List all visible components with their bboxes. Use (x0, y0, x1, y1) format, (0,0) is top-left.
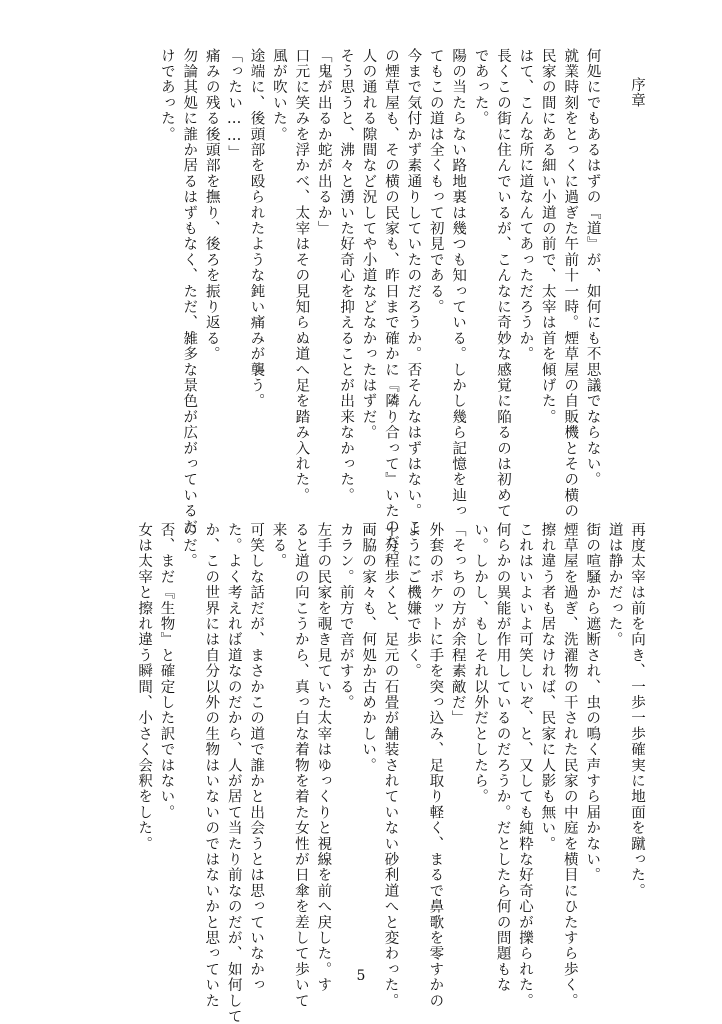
text-line: であった。 (472, 48, 489, 127)
text-line: 口元に笑みを浮かべ、太宰はその見知らぬ道へ足を踏み入れた。 (293, 48, 310, 504)
text-line: のだ。 (180, 522, 197, 570)
text-line: 長くこの街に住んでいるが、こんなに奇妙な感覚に陥るのは初めて (494, 48, 511, 519)
text-line: カラン。前方で音がする。 (337, 522, 354, 711)
text-line: 両脇の家々も、何処か古めかしい。 (360, 522, 377, 774)
text-line: か、この世界には自分以外の生物はいないのではないかと思っていた (203, 522, 220, 1009)
text-line: はて、こんな所に道なんてあっただろうか。 (517, 48, 534, 362)
chapter-title-line (626, 48, 648, 492)
text-line: 可笑しな話だが、まさかこの道で誰かと出会うとは思っていなかっ (248, 522, 265, 993)
text-line: い。しかし、もしそれ以外だとしたら。 (472, 522, 489, 805)
text-line: ると道の向こうから、真っ白な着物を着た女性が日傘を差して歩いて (292, 522, 309, 1009)
text-line: これはいよいよ可笑しいぞ、と、又しても純粋な好奇心が擽られた。 (516, 522, 533, 1009)
text-line: の煙草屋も、その横の民家も、昨日まで確かに『隣り合って』いたのだ。 (382, 48, 399, 567)
text-line: 煙草屋を過ぎ、洗濯物の干された民家の中庭を横目にひたすら歩く。 (561, 522, 578, 1009)
text-line: 否、まだ『生物』と確定した訳ではない。 (158, 522, 175, 821)
text-line: 街の喧騒から遮断され、虫の鳴く声すら届かない。 (584, 522, 601, 884)
page-number: 5 (356, 968, 366, 984)
text-line: 就業時刻をとっくに過ぎた午前十一時。煙草屋の自販機とその横の (562, 48, 579, 519)
text-line: そう思うと、沸々と湧いた好奇心を抑えることが出来なかった。 (338, 48, 355, 504)
text-line: 来る。 (270, 522, 287, 570)
text-line: 陽の当たらない路地裏は幾つも知っている。しかし幾ら記憶を辿っ (450, 48, 467, 519)
text-line: 十分程歩くと、足元の石畳が舗装されていない砂利道へと変わった。 (382, 522, 399, 1009)
text-line: てもこの道は全くもって初見である。 (427, 48, 444, 315)
text-line: ようにご機嫌で歩く。 (404, 522, 421, 679)
text-line: 女は太宰と擦れ違う瞬間、小さく会釈をした。 (136, 522, 153, 852)
text-line: 道は静かだった。 (606, 522, 623, 648)
text-line: 風が吹いた。 (270, 48, 287, 143)
text-line: た。よく考えれば道なのだから、人が居て当たり前なのだが、如何して (225, 522, 242, 1024)
text-line: 「鬼が出るか蛇が出るか」 (315, 48, 332, 237)
text-line: 勿論其処に誰か居るはずもなく、ただ、雑多な景色が広がっているだ (181, 48, 198, 535)
text-line: けであった。 (158, 48, 175, 143)
text-line: 「ったい……」 (226, 48, 243, 161)
text-line: 何らかの異能が作用しているのだろうか。だとしたら何の問題もな (494, 522, 511, 993)
chapter-title: 序章 (629, 77, 645, 109)
text-line: 人の通れる隙間など況してや小道などなかったはずだ。 (360, 48, 377, 441)
text-line: 何処にでもあるはずの『道』が、如何にも不思議でならない。 (584, 48, 601, 488)
text-line: 民家の間にある細い小道の前で、太宰は首を傾げた。 (539, 48, 556, 425)
text-line: 「そっちの方が余程素敵だ」 (449, 522, 466, 727)
text-line: 外套のポケットに手を突っ込み、足取り軽く、まるで鼻歌を零すかの (427, 522, 444, 1009)
text-line: 擦れ違う者も居なければ、民家に人影も無い。 (539, 522, 556, 852)
text-line: 再度太宰は前を向き、一歩一歩確実に地面を蹴った。 (629, 522, 645, 899)
lower-text-block (133, 522, 648, 1024)
text-line: 左手の民家を覗き見ていた太宰はゆっくりと視線を前へ戻した。す (315, 522, 332, 993)
text-line: 途端に、後頭部を殴られたような鈍い痛みが襲う。 (248, 48, 265, 410)
text-line: 今まで気付かず素通りしていたのだろうか。否そんなはずはない。こ (405, 48, 422, 535)
text-line: 痛みの残る後頭部を撫り、後ろを振り返る。 (203, 48, 220, 362)
